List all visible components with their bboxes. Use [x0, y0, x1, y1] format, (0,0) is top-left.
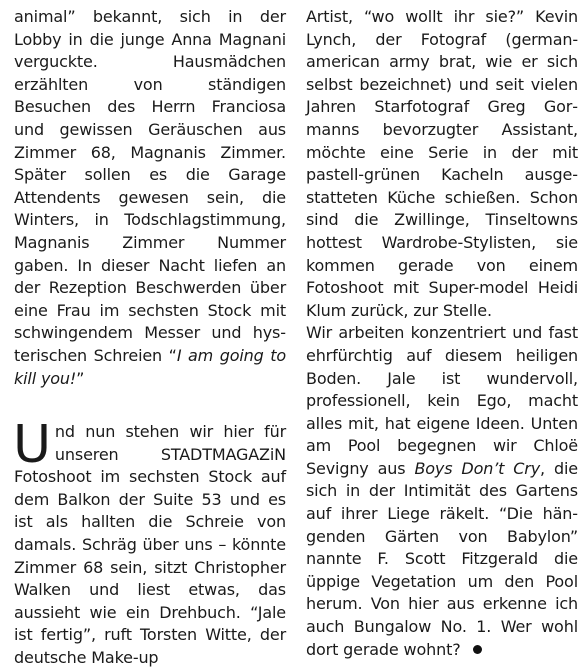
paragraph-photoshoot-intro — [13, 415, 286, 670]
closing-quote-mark: ” — [76, 368, 85, 388]
paragraph-kitchen-shoot — [306, 6, 578, 322]
film-title: Boys Don’t Cry — [414, 458, 541, 478]
text-column-left — [14, 6, 286, 670]
drop-cap-letter: U — [13, 415, 51, 476]
kitchen-shoot-text: Artist, “wo wollt ihr sie?” Kevin Lynch, der Fotograf (german-american army brat, wie er sich selbst bezeichnet) und seit vielen Jahren Starfotograf Greg Gormanns bevorzugter Assistant, möchte eine Serie in der mit pastell-grünen Kacheln ausgestatteten Küche schießen. Schon sind die Zwillinge, Tinseltowns hottest Wardrobe-Stylisten, sie kommen gerade von einem Fotoshoot mit Super-model Heidi Klum zurück, zur Stelle. — [306, 7, 578, 320]
end-of-article-icon — [473, 645, 482, 654]
quote-kill-you: I am going to kill you! — [14, 345, 286, 388]
text-column-right — [306, 6, 578, 661]
pool-scene-text-b: , die sich in der Intimität des Gartens auf ihrer Liege räkelt. “Die hängenden Gärten von Babylon” nannte F. Scott Fitzgerald die üppige Vegetation um den Pool herum. Von hier aus erkenne ich auch Bungalow No. 1. Wer wohl dort gerade wohnt? — [306, 458, 578, 659]
paragraph-gap — [14, 390, 286, 421]
hotel-history-text: animal” bekannt, sich in der Lobby in die junge Anna Magnani verguckte. Hausmädchen erzählten von ständigen Besuchen des Herrn Franciosa und gewissen Geräuschen aus Zimmer 68, Magnanis Zimmer. Später sollen es die Garage Attendents gewesen sein, die Winters, in Todschlagstimmung, Magnanis Zimmer Nummer gaben. In dieser Nacht liefen an der Rezeption Beschwerden über eine Frau im sechsten Stock mit schwingendem Messer und hysterischen Schreien “ — [14, 7, 286, 365]
photoshoot-intro-text: nd nun stehen wir hier für unseren STADTMAGAZiN Fotoshoot im sechsten Stock auf dem Balkon der Suite 53 und es ist als hallten die Schreie von damals. Schräg über uns – könnte Zimmer 68 sein, sitzt Christopher Walken und liest etwas, das aussieht wie ein Drehbuch. “Jale ist fertig”, ruft Torsten Witte, der deutsche Make-up — [14, 422, 286, 668]
pool-scene-text-a: Wir arbeiten konzentriert und fast ehrfürchtig auf diesem heiligen Boden. Jale ist wundervoll, professionell, kein Ego, macht alles mit, hat eigene Ideen. Unten am Pool begegnen wir Chloë Sevigny aus — [306, 323, 578, 478]
paragraph-pool-scene — [306, 322, 578, 661]
paragraph-hotel-history — [14, 6, 286, 390]
